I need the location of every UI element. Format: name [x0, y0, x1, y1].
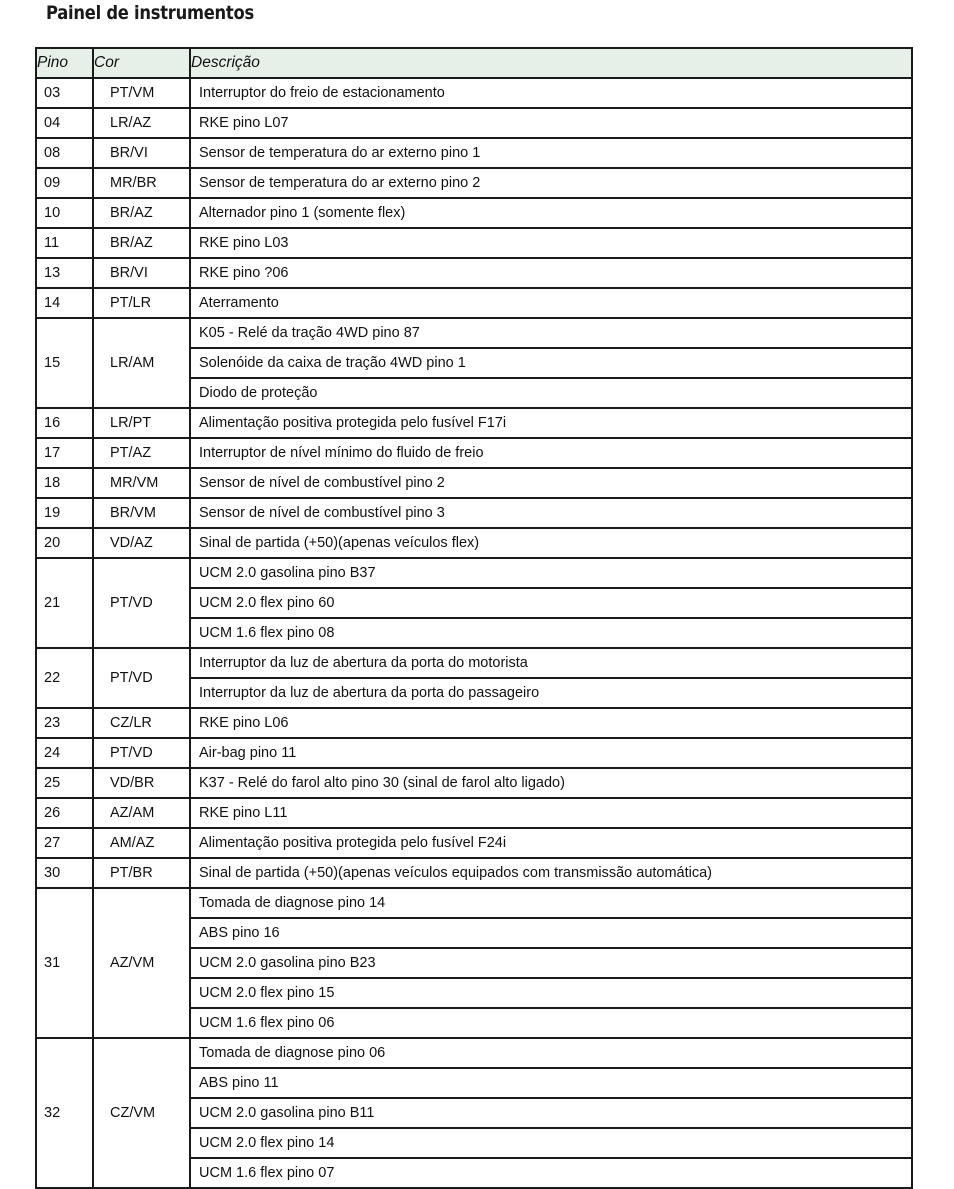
cell-pino: 04 [36, 108, 93, 138]
cell-pino: 09 [36, 168, 93, 198]
cell-cor: CZ/LR [93, 708, 190, 738]
cell-descricao: RKE pino ?06 [190, 258, 912, 288]
table-row [36, 168, 912, 198]
table-row [36, 528, 912, 558]
table-row [36, 888, 912, 918]
table-row [36, 228, 912, 258]
cell-cor: PT/VM [93, 78, 190, 108]
cell-cor: BR/VI [93, 258, 190, 288]
cell-cor: MR/BR [93, 168, 190, 198]
table-row [36, 408, 912, 438]
table-header-row [36, 48, 912, 78]
cell-cor: PT/VD [93, 738, 190, 768]
table-body [36, 78, 912, 1188]
cell-pino: 23 [36, 708, 93, 738]
cell-pino: 11 [36, 228, 93, 258]
column-header-pino: Pino [36, 48, 93, 78]
cell-descricao: Interruptor da luz de abertura da porta do passageiro [190, 678, 912, 708]
cell-cor: PT/VD [93, 648, 190, 708]
cell-descricao: Interruptor de nível mínimo do fluido de freio [190, 438, 912, 468]
cell-pino: 24 [36, 738, 93, 768]
cell-pino: 32 [36, 1038, 93, 1188]
cell-cor: AZ/VM [93, 888, 190, 1038]
table-row [36, 498, 912, 528]
cell-cor: PT/LR [93, 288, 190, 318]
cell-descricao: Sensor de temperatura do ar externo pino 2 [190, 168, 912, 198]
cell-cor: MR/VM [93, 468, 190, 498]
table-row [36, 108, 912, 138]
table-row [36, 78, 912, 108]
cell-descricao: K37 - Relé do farol alto pino 30 (sinal de farol alto ligado) [190, 768, 912, 798]
cell-cor: BR/AZ [93, 228, 190, 258]
table-row [36, 288, 912, 318]
cell-pino: 10 [36, 198, 93, 228]
cell-descricao: Sensor de temperatura do ar externo pino 1 [190, 138, 912, 168]
table-row [36, 138, 912, 168]
cell-descricao: Diodo de proteção [190, 378, 912, 408]
column-header-cor: Cor [93, 48, 190, 78]
cell-descricao: Tomada de diagnose pino 06 [190, 1038, 912, 1068]
cell-descricao: UCM 2.0 gasolina pino B37 [190, 558, 912, 588]
page-title: Painel de instrumentos [46, 2, 254, 24]
table-row [36, 648, 912, 678]
cell-cor: PT/BR [93, 858, 190, 888]
cell-cor: BR/VI [93, 138, 190, 168]
cell-descricao: UCM 2.0 flex pino 60 [190, 588, 912, 618]
cell-descricao: UCM 2.0 flex pino 15 [190, 978, 912, 1008]
cell-descricao: UCM 1.6 flex pino 06 [190, 1008, 912, 1038]
table-row [36, 858, 912, 888]
cell-cor: BR/VM [93, 498, 190, 528]
cell-descricao: Alimentação positiva protegida pelo fusível F17i [190, 408, 912, 438]
cell-descricao: Alternador pino 1 (somente flex) [190, 198, 912, 228]
table-row [36, 738, 912, 768]
cell-pino: 30 [36, 858, 93, 888]
cell-pino: 18 [36, 468, 93, 498]
cell-descricao: Sensor de nível de combustível pino 2 [190, 468, 912, 498]
cell-pino: 19 [36, 498, 93, 528]
cell-cor: PT/AZ [93, 438, 190, 468]
table-row [36, 258, 912, 288]
cell-descricao: Sinal de partida (+50)(apenas veículos equipados com transmissão automática) [190, 858, 912, 888]
cell-cor: AM/AZ [93, 828, 190, 858]
cell-cor: LR/PT [93, 408, 190, 438]
table-header [36, 48, 912, 78]
table-row [36, 438, 912, 468]
cell-descricao: ABS pino 11 [190, 1068, 912, 1098]
cell-descricao: Interruptor do freio de estacionamento [190, 78, 912, 108]
cell-descricao: Interruptor da luz de abertura da porta do motorista [190, 648, 912, 678]
cell-pino: 17 [36, 438, 93, 468]
cell-pino: 20 [36, 528, 93, 558]
cell-descricao: Sinal de partida (+50)(apenas veículos flex) [190, 528, 912, 558]
cell-descricao: UCM 1.6 flex pino 08 [190, 618, 912, 648]
cell-descricao: RKE pino L06 [190, 708, 912, 738]
cell-pino: 26 [36, 798, 93, 828]
cell-descricao: Alimentação positiva protegida pelo fusível F24i [190, 828, 912, 858]
cell-cor: LR/AM [93, 318, 190, 408]
column-header-descricao: Descrição [190, 48, 912, 78]
cell-pino: 15 [36, 318, 93, 408]
cell-cor: LR/AZ [93, 108, 190, 138]
cell-pino: 14 [36, 288, 93, 318]
cell-cor: BR/AZ [93, 198, 190, 228]
cell-descricao: UCM 1.6 flex pino 07 [190, 1158, 912, 1188]
cell-descricao: Sensor de nível de combustível pino 3 [190, 498, 912, 528]
cell-pino: 13 [36, 258, 93, 288]
cell-pino: 21 [36, 558, 93, 648]
cell-pino: 16 [36, 408, 93, 438]
table-row [36, 1038, 912, 1068]
cell-descricao: RKE pino L07 [190, 108, 912, 138]
cell-descricao: ABS pino 16 [190, 918, 912, 948]
table-row [36, 558, 912, 588]
table-row [36, 198, 912, 228]
cell-descricao: RKE pino L11 [190, 798, 912, 828]
table-row [36, 468, 912, 498]
cell-pino: 31 [36, 888, 93, 1038]
table-row [36, 318, 912, 348]
cell-pino: 27 [36, 828, 93, 858]
cell-cor: VD/BR [93, 768, 190, 798]
cell-pino: 03 [36, 78, 93, 108]
cell-cor: VD/AZ [93, 528, 190, 558]
table-row [36, 708, 912, 738]
cell-descricao: UCM 2.0 flex pino 14 [190, 1128, 912, 1158]
cell-descricao: RKE pino L03 [190, 228, 912, 258]
cell-descricao: Tomada de diagnose pino 14 [190, 888, 912, 918]
cell-pino: 22 [36, 648, 93, 708]
table-row [36, 768, 912, 798]
cell-cor: AZ/AM [93, 798, 190, 828]
cell-cor: CZ/VM [93, 1038, 190, 1188]
cell-descricao: Aterramento [190, 288, 912, 318]
pin-assignment-table [35, 47, 913, 1189]
cell-descricao: Air-bag pino 11 [190, 738, 912, 768]
table-row [36, 798, 912, 828]
cell-descricao: UCM 2.0 gasolina pino B23 [190, 948, 912, 978]
cell-pino: 08 [36, 138, 93, 168]
cell-descricao: K05 - Relé da tração 4WD pino 87 [190, 318, 912, 348]
cell-pino: 25 [36, 768, 93, 798]
cell-cor: PT/VD [93, 558, 190, 648]
cell-descricao: UCM 2.0 gasolina pino B11 [190, 1098, 912, 1128]
cell-descricao: Solenóide da caixa de tração 4WD pino 1 [190, 348, 912, 378]
table-row [36, 828, 912, 858]
